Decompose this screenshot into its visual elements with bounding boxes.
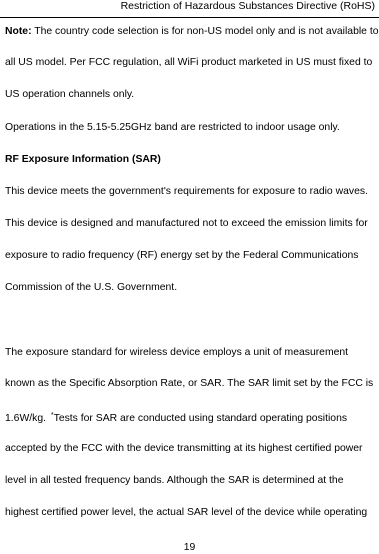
paragraph-3-line-3-text: Tests for SAR are conducted using standard operating positions [53,413,348,424]
paragraph-2-line-3: Commission of the U.S. Government. [5,282,178,293]
paragraph-2-line-1: This device is designed and manufactured not to exceed the emission limits for [5,218,368,229]
paragraph-3-line-6: highest certified power level, the actual SAR level of the device while operating [5,507,368,518]
page-number: 19 [183,542,196,553]
note-line-1 [5,25,379,39]
rf-exposure-heading: RF Exposure Information (SAR) [5,154,161,165]
paragraph-1-line-1: This device meets the government's requirements for exposure to radio waves. [5,186,368,197]
footnote-marker: * [50,412,54,419]
page-header [0,0,379,18]
paragraph-3-line-1: The exposure standard for wireless device employs a unit of measurement [5,347,349,358]
paragraph-3-line-3 [5,409,347,426]
note-text-1: The country code selection is for non-US model only and is not available to [34,26,379,37]
sar-limit-value: 1.6W/kg. [5,413,46,424]
paragraph-3-line-2: known as the Specific Absorption Rate, or SAR. The SAR limit set by the FCC is [5,378,374,389]
header-title: Restriction of Hazardous Substances Directive (RoHS) [120,0,375,12]
note-label: Note: [5,26,32,37]
paragraph-2-line-2: exposure to radio frequency (RF) energy set by the Federal Communications [5,250,359,261]
operations-line: Operations in the 5.15-5.25GHz band are restricted to indoor usage only. [5,122,340,133]
note-line-3: US operation channels only. [5,89,135,100]
paragraph-3-line-5: level in all tested frequency bands. Although the SAR is determined at the [5,475,344,486]
note-line-2: all US model. Per FCC regulation, all WiFi product marketed in US must fixed to [5,57,373,68]
paragraph-3-line-4: accepted by the FCC with the device transmitting at its highest certified power [5,443,363,454]
